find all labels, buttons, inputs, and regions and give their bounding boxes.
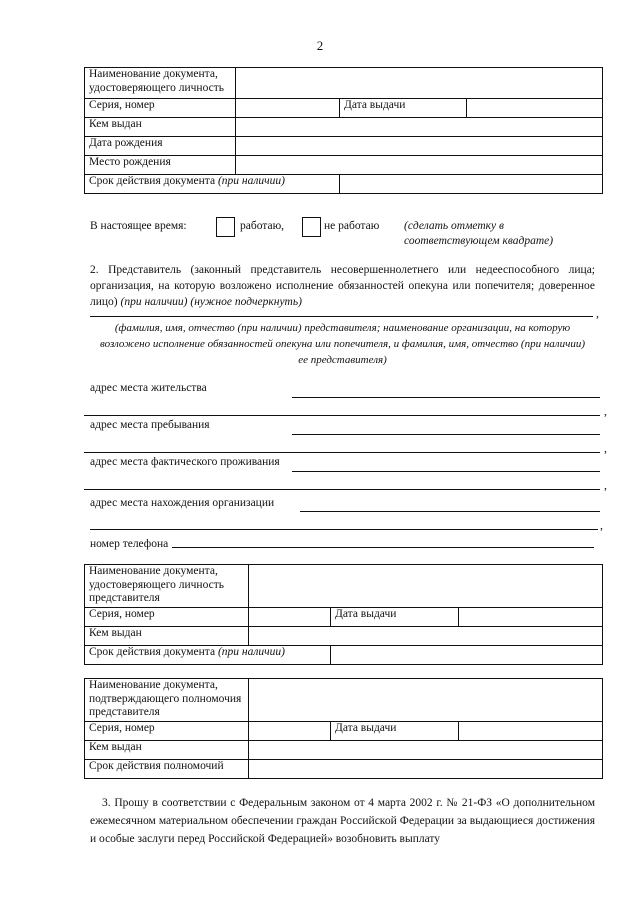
- auth-issue-date-label: Дата выдачи: [331, 722, 459, 741]
- section3-paragraph: 3. Прошу в соответствии с Федеральным законом от 4 марта 2002 г. № 21-ФЗ «О дополнительном ежемесячном материальном обеспечении граждан Российской Федерации за выдающиеся достижения и особые заслуги перед Российской Федерацией» возобновить выплату: [90, 797, 595, 845]
- birth-date-label: Дата рождения: [85, 137, 236, 156]
- section2-note: (при наличии) (нужное подчеркнуть): [120, 296, 302, 308]
- comma: ,: [604, 441, 607, 455]
- issued-by-field[interactable]: [236, 118, 603, 137]
- auth-issued-by-field[interactable]: [249, 741, 603, 760]
- residence-address-label: адрес места жительства: [90, 382, 207, 394]
- rep-issued-by-field[interactable]: [249, 627, 603, 646]
- organization-address-label: адрес места нахождения организации: [90, 497, 275, 509]
- validity-label: Срок действия документа: [89, 175, 216, 187]
- organization-address-line-2[interactable]: [90, 529, 598, 530]
- birth-date-field[interactable]: [236, 137, 603, 156]
- auth-issued-by-label: Кем выдан: [85, 741, 249, 760]
- rep-doc-name-label: Наименование документа, удостоверяющего личность представителя: [85, 565, 249, 608]
- birth-place-field[interactable]: [236, 156, 603, 175]
- rep-doc-name-field[interactable]: [249, 565, 603, 608]
- phone-label: номер телефона: [90, 538, 169, 550]
- residence-address-line-1[interactable]: [292, 397, 600, 398]
- comma: ,: [604, 478, 607, 492]
- rep-issue-date-label: Дата выдачи: [331, 608, 459, 627]
- rep-issue-date-field[interactable]: [459, 608, 603, 627]
- identity-document-table: [84, 67, 603, 194]
- comma: ,: [600, 518, 603, 532]
- rep-validity-field[interactable]: [331, 646, 603, 665]
- validity-note: (при наличии): [217, 175, 285, 187]
- auth-doc-name-field[interactable]: [249, 679, 603, 722]
- validity-field[interactable]: [340, 175, 603, 194]
- rep-validity-label: Срок действия документа: [89, 646, 216, 658]
- auth-validity-label: Срок действия полномочий: [85, 760, 249, 779]
- stay-address-line-1[interactable]: [292, 434, 600, 435]
- actual-address-line-2[interactable]: [84, 489, 600, 490]
- authority-document-table: [84, 678, 603, 779]
- issue-date-field[interactable]: [467, 99, 603, 118]
- issue-date-label: Дата выдачи: [340, 99, 467, 118]
- doc-name-label: Наименование документа, удостоверяющего личность: [85, 68, 236, 99]
- rep-issued-by-label: Кем выдан: [85, 627, 249, 646]
- birth-place-label: Место рождения: [85, 156, 236, 175]
- organization-address-line-1[interactable]: [300, 511, 600, 512]
- doc-name-field[interactable]: [236, 68, 603, 99]
- auth-validity-field[interactable]: [249, 760, 603, 779]
- representative-identity-table: [84, 564, 603, 665]
- rep-validity-label-cell: [85, 646, 331, 665]
- rep-validity-note: (при наличии): [217, 646, 285, 658]
- series-label: Серия, номер: [85, 99, 236, 118]
- page-number: 2: [316, 38, 324, 53]
- comma: ,: [596, 306, 599, 320]
- section2-paragraph: [90, 262, 595, 310]
- rep-series-label: Серия, номер: [85, 608, 249, 627]
- validity-label-cell: [85, 175, 340, 194]
- residence-address-line-2[interactable]: [84, 415, 600, 416]
- series-field[interactable]: [236, 99, 340, 118]
- representative-name-line[interactable]: [90, 316, 593, 317]
- comma: ,: [604, 404, 607, 418]
- auth-series-label: Серия, номер: [85, 722, 249, 741]
- not-working-option-label: не работаю: [324, 220, 380, 232]
- working-option-label: работаю,: [240, 220, 285, 232]
- working-checkbox[interactable]: [216, 217, 235, 237]
- stay-address-line-2[interactable]: [84, 452, 600, 453]
- stay-address-label: адрес места пребывания: [90, 419, 210, 431]
- phone-line[interactable]: [172, 547, 594, 548]
- employment-label: В настоящее время:: [90, 220, 187, 232]
- auth-series-field[interactable]: [249, 722, 331, 741]
- representative-caption: (фамилия, имя, отчество (при наличии) представителя; наименование организации, на которую возложено исполнение обязанностей опекуна или попечителя, и фамилия, имя, отчество (при наличии) ее представителя): [100, 322, 586, 366]
- actual-address-line-1[interactable]: [292, 471, 600, 472]
- employment-note: (сделать отметку в соответствующем квадрате): [404, 220, 554, 247]
- section2-text: 2. Представитель (законный представитель несовершеннолетнего или недееспособного лица; организация, на которую возложено исполнение обязанностей опекуна или попечителя; доверенное лицо): [90, 264, 595, 308]
- actual-address-label: адрес места фактического проживания: [90, 456, 280, 468]
- not-working-checkbox[interactable]: [302, 217, 321, 237]
- auth-issue-date-field[interactable]: [459, 722, 603, 741]
- issued-by-label: Кем выдан: [85, 118, 236, 137]
- rep-series-field[interactable]: [249, 608, 331, 627]
- auth-doc-name-label: Наименование документа, подтверждающего полномочия представителя: [85, 679, 249, 722]
